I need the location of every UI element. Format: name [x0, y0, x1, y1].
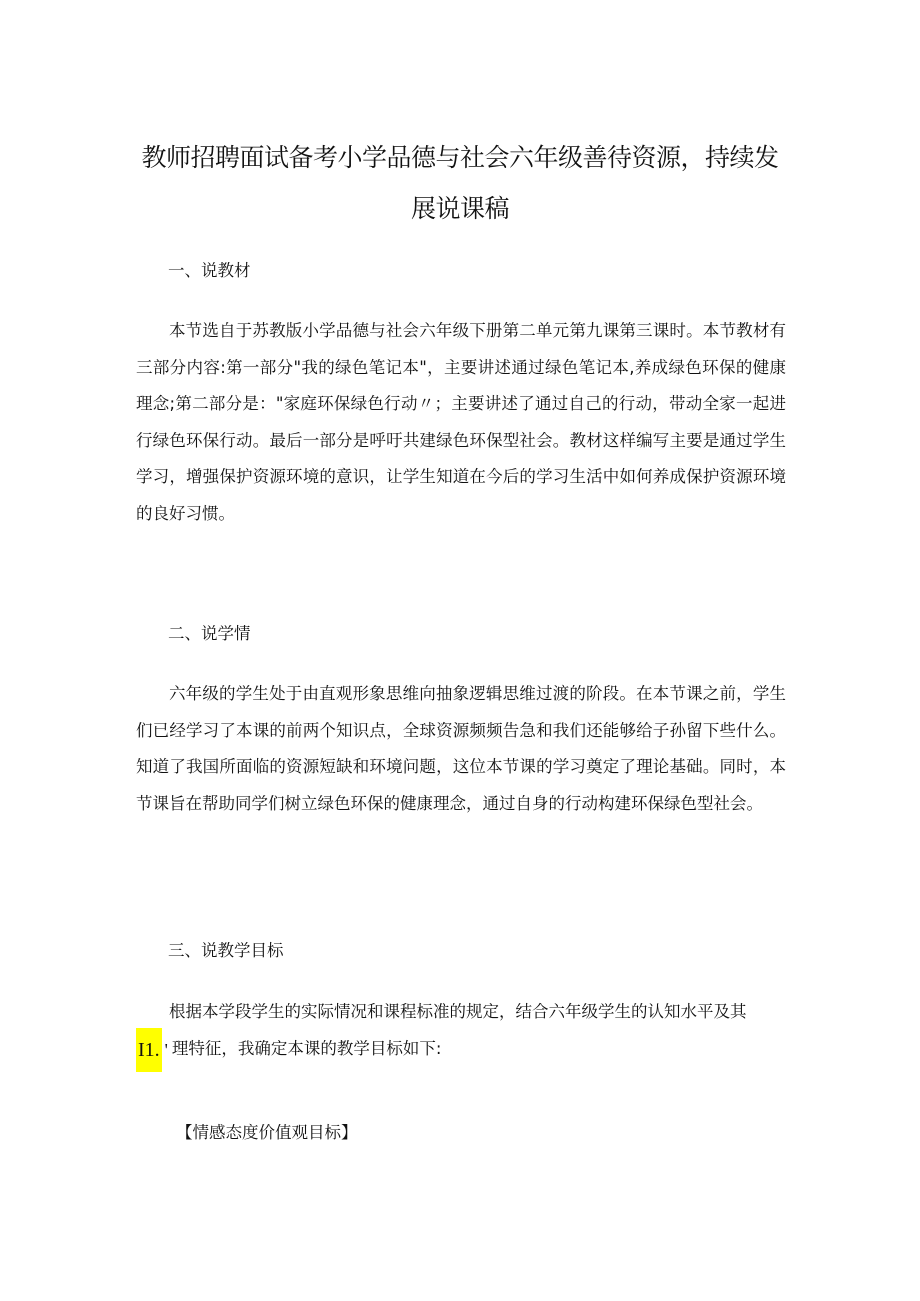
highlight-marker: I1.	[136, 1028, 162, 1072]
section-heading-learners: 二、说学情	[168, 624, 251, 643]
objectives-paragraph-line2-text: 理特征，我确定本课的教学目标如下:	[171, 1039, 442, 1058]
objectives-paragraph-line1: 根据本学段学生的实际情况和课程标准的规定，结合六年级学生的认知水平及其	[169, 1002, 747, 1021]
section-paragraph-textbook: 本节选自于苏教版小学品德与社会六年级下册第二单元第九课第三课时。本节教材有三部分内容:第一部分"我的绿色笔记本"，主要讲述通过绿色笔记本,养成绿色环保的健康理念;第二部分是："家庭环保绿色行动〃；主要讲述了通过自己的行动，带动全家一起进行绿色环保行动。最后一部分是呼吁共建绿色环保型社会。教材这样编写主要是通过学生学习，增强保护资源环境的意识，让学生知道在今后的学习生活中如何养成保护资源环境的良好习惯。	[136, 321, 786, 523]
section-paragraph-learners: 六年级的学生处于由直观形象思维向抽象逻辑思维过渡的阶段。在本节课之前，学生们已经学习了本课的前两个知识点，全球资源频频告急和我们还能够给子孙留下些什么。知道了我国所面临的资源短缺和环境问题，这位本节课的学习奠定了理论基础。同时，本节课旨在帮助同学们树立绿色环保的健康理念，通过自身的行动构建环保绿色型社会。	[136, 684, 786, 813]
emotion-attitude-values-heading: 【情感态度价值观目标】	[176, 1123, 358, 1142]
stray-mark: '	[164, 1039, 168, 1060]
document-title: 教师招聘面试备考小学品德与社会六年级善待资源，持续发展说课稿	[141, 143, 779, 223]
section-heading-textbook: 一、说教材	[168, 261, 251, 280]
section-heading-objectives: 三、说教学目标	[168, 941, 284, 960]
objectives-paragraph-line2	[136, 1027, 441, 1072]
